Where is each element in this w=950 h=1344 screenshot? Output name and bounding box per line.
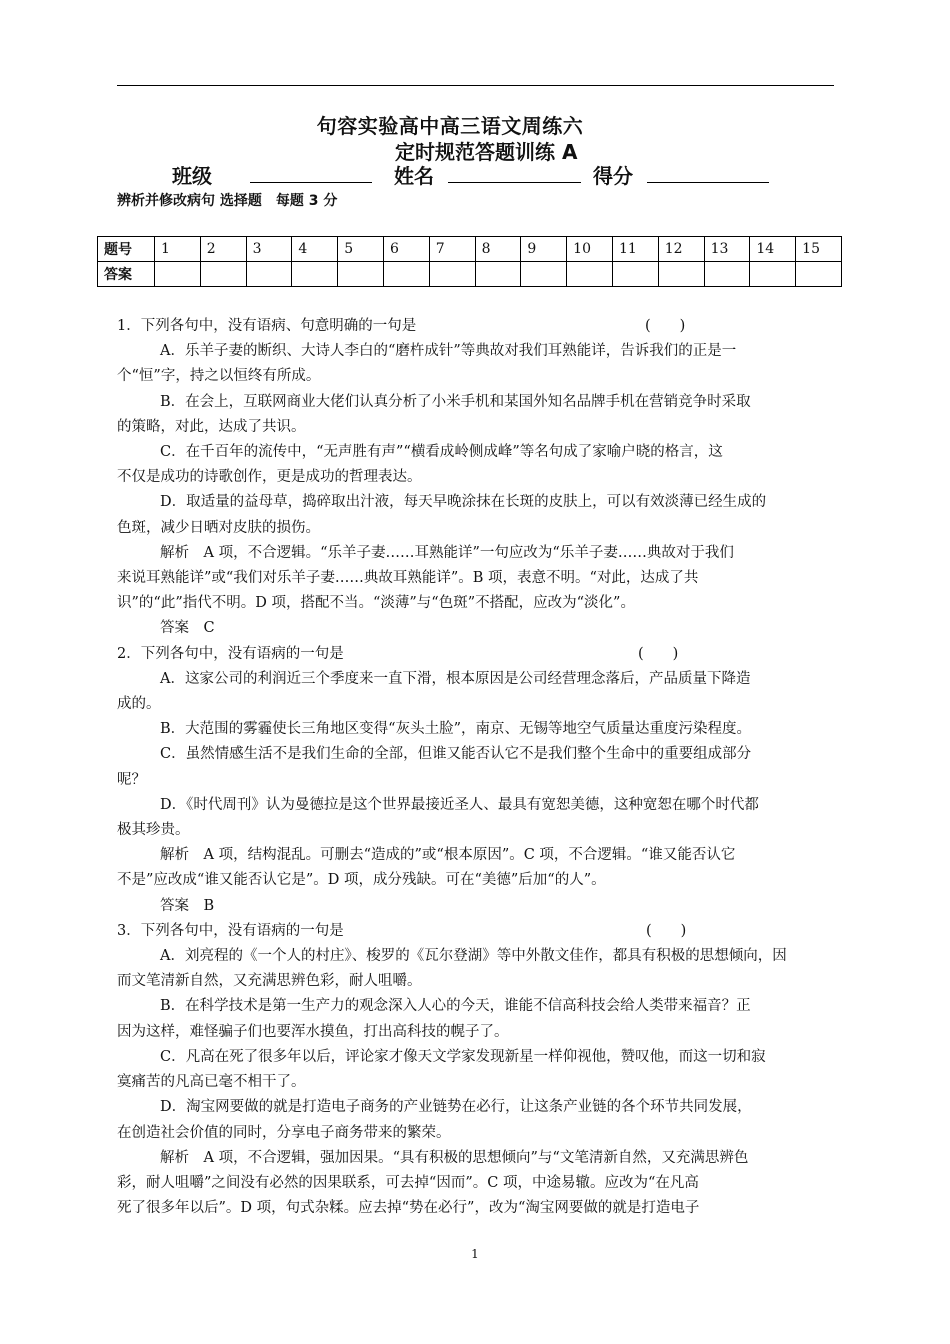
- answer-table-number-row: [98, 237, 842, 262]
- question-text-line: C．在千百年的流传中，“无声胜有声”“横看成岭侧成峰”等名句成了家喻户晓的格言，这: [160, 444, 723, 461]
- question-number-cell: 14: [750, 237, 796, 262]
- question-text-line: 在创造社会价值的同时，分享电子商务带来的繁荣。: [117, 1124, 451, 1141]
- header-rule: [117, 85, 834, 86]
- question-text-line: 而文笔清新自然，又充满思辨色彩，耐人咀嚼。: [117, 973, 422, 990]
- question-text-line: 彩，耐人咀嚼”之间没有必然的因果联系，可去掉“因而”。C 项，中途易辙。应改为“在凡高: [117, 1174, 699, 1191]
- answer-cell[interactable]: [658, 262, 704, 287]
- name-field[interactable]: [448, 162, 581, 183]
- answer-cell[interactable]: [383, 262, 429, 287]
- question-text-line: 个“恒”字，持之以恒终有所成。: [117, 368, 321, 385]
- answer-cell[interactable]: [200, 262, 246, 287]
- section-heading: 辨析并修改病句 选择题 每题 3 分: [117, 193, 338, 209]
- score-field[interactable]: [647, 162, 769, 183]
- question-number-cell: 9: [521, 237, 567, 262]
- question-text-line: 答案 C: [160, 620, 215, 637]
- score-label: 得分: [593, 164, 633, 188]
- question-stem: [117, 314, 836, 339]
- question-text-line: A．刘亮程的《一个人的村庄》、梭罗的《瓦尔登湖》等中外散文佳作，都具有积极的思想倾向，因: [160, 948, 787, 965]
- name-label: 姓名: [394, 164, 434, 188]
- question-text-line: D．《时代周刊》认为曼德拉是这个世界最接近圣人、最具有宽恕美德，这种宽恕在哪个时代都: [160, 796, 759, 813]
- answer-cell[interactable]: [155, 262, 201, 287]
- question-text-line: 死了很多年以后”。D 项，句式杂糅。应去掉“势在必行”，改为“淘宝网要做的就是打造电子: [117, 1200, 700, 1217]
- answer-cell[interactable]: [475, 262, 521, 287]
- page-number: 1: [471, 1247, 479, 1261]
- question-number-cell: 6: [383, 237, 429, 262]
- question-text-line: 色斑，减少日晒对皮肤的损伤。: [117, 519, 320, 536]
- question-number-cell: 4: [292, 237, 338, 262]
- question-text-line: 呢？: [117, 771, 146, 788]
- question-text-line: B．大范围的雾霾使长三角地区变得“灰头土脸”，南京、无锡等地空气质量达重度污染程度。: [160, 721, 751, 738]
- question-number-cell: 11: [612, 237, 658, 262]
- answer-cell[interactable]: [704, 262, 750, 287]
- answer-row-label: 答案: [98, 262, 155, 287]
- answer-parenthesis: ( ): [646, 922, 687, 939]
- question-number-cell: 1: [155, 237, 201, 262]
- question-text-line: D．取适量的益母草，捣碎取出汁液，每天早晚涂抹在长斑的皮肤上，可以有效淡薄已经生成的: [160, 494, 767, 511]
- answer-cell[interactable]: [246, 262, 292, 287]
- question-text-line: 极其珍贵。: [117, 822, 190, 839]
- question-number-cell: 2: [200, 237, 246, 262]
- question-text-line: 寞痛苦的凡高已毫不相干了。: [117, 1074, 306, 1091]
- question-stem: [117, 919, 836, 944]
- student-info-line: [172, 160, 769, 189]
- question-text-line: 的策略，对此，达成了共识。: [117, 418, 306, 435]
- answer-cell[interactable]: [796, 262, 842, 287]
- answer-parenthesis: ( ): [638, 645, 679, 662]
- question-text-line: C．凡高在死了很多年以后，评论家才像天文学家发现新星一样仰视他，赞叹他，而这一切和寂: [160, 1048, 766, 1065]
- question-text-line: 因为这样，难怪骗子们也要浑水摸鱼，打出高科技的幌子了。: [117, 1023, 509, 1040]
- question-text-line: 成的。: [117, 696, 161, 713]
- answer-cell[interactable]: [567, 262, 613, 287]
- answer-cell[interactable]: [338, 262, 384, 287]
- answer-cell[interactable]: [292, 262, 338, 287]
- question-number-cell: 15: [796, 237, 842, 262]
- page-title: 句容实验高中高三语文周练六: [316, 114, 584, 138]
- class-field[interactable]: [250, 162, 372, 183]
- question-number-cell: 13: [704, 237, 750, 262]
- question-text-line: B．在会上，互联网商业大佬们认真分析了小米手机和某国外知名品牌手机在营销竞争时采取: [160, 393, 751, 410]
- question-number-cell: 12: [658, 237, 704, 262]
- question-stem: [117, 642, 836, 667]
- question-stem-text: 3．下列各句中，没有语病的一句是: [117, 922, 344, 939]
- question-text-line: 来说耳熟能详”或“我们对乐羊子妻……典故耳熟能详”。B 项，表意不明。“对此，达成了共: [117, 570, 699, 587]
- class-label: 班级: [172, 164, 212, 188]
- question-number-cell: 10: [567, 237, 613, 262]
- answer-cell[interactable]: [521, 262, 567, 287]
- answer-parenthesis: ( ): [645, 318, 686, 334]
- question-text-line: 不仅是成功的诗歌创作，更是成功的哲理表达。: [117, 469, 422, 486]
- number-row-label: 题号: [98, 237, 155, 262]
- question-text-line: A．乐羊子妻的断织、大诗人李白的“磨杵成针”等典故对我们耳熟能详，告诉我们的正是一: [160, 343, 737, 360]
- answer-table-answer-row: [98, 262, 842, 287]
- answer-cell[interactable]: [429, 262, 475, 287]
- question-text-line: D．淘宝网要做的就是打造电子商务的产业链势在必行，让这条产业链的各个环节共同发展，: [160, 1099, 752, 1116]
- question-number-cell: 8: [475, 237, 521, 262]
- question-text-line: 答案 B: [160, 897, 215, 914]
- question-text-line: B．在科学技术是第一生产力的观念深入人心的今天，谁能不信高科技会给人类带来福音？正: [160, 998, 751, 1015]
- answer-cell[interactable]: [750, 262, 796, 287]
- question-text-line: 不是”应改成“谁又能否认它是”。D 项，成分残缺。可在“美德”后加“的人”。: [117, 872, 606, 889]
- question-number-cell: 3: [246, 237, 292, 262]
- page-subtitle: 定时规范答题训练 A: [395, 140, 578, 164]
- answer-table: [97, 236, 842, 287]
- answer-cell[interactable]: [612, 262, 658, 287]
- question-list: [117, 314, 836, 1221]
- question-text-line: A．这家公司的利润近三个季度来一直下滑，根本原因是公司经营理念落后，产品质量下降造: [160, 670, 751, 687]
- question-stem-text: 1．下列各句中，没有语病、句意明确的一句是: [117, 318, 417, 334]
- question-text-line: C．虽然情感生活不是我们生命的全部，但谁又能否认它不是我们整个生命中的重要组成部分: [160, 746, 752, 763]
- question-stem-text: 2．下列各句中，没有语病的一句是: [117, 645, 344, 662]
- question-number-cell: 5: [338, 237, 384, 262]
- question-text-line: 解析 A 项，结构混乱。可删去“造成的”或“根本原因”。C 项，不合逻辑。“谁又能否认它: [160, 847, 736, 864]
- question-number-cell: 7: [429, 237, 475, 262]
- question-text-line: 解析 A 项，不合逻辑。“乐羊子妻……耳熟能详”一句应改为“乐羊子妻……典故对于我们: [160, 544, 734, 561]
- question-text-line: 解析 A 项，不合逻辑，强加因果。“具有积极的思想倾向”与“文笔清新自然，又充满思辨色: [160, 1149, 749, 1166]
- question-text-line: 识”的“此”指代不明。D 项，搭配不当。“淡薄”与“色斑”不搭配，应改为“淡化”。: [117, 595, 635, 612]
